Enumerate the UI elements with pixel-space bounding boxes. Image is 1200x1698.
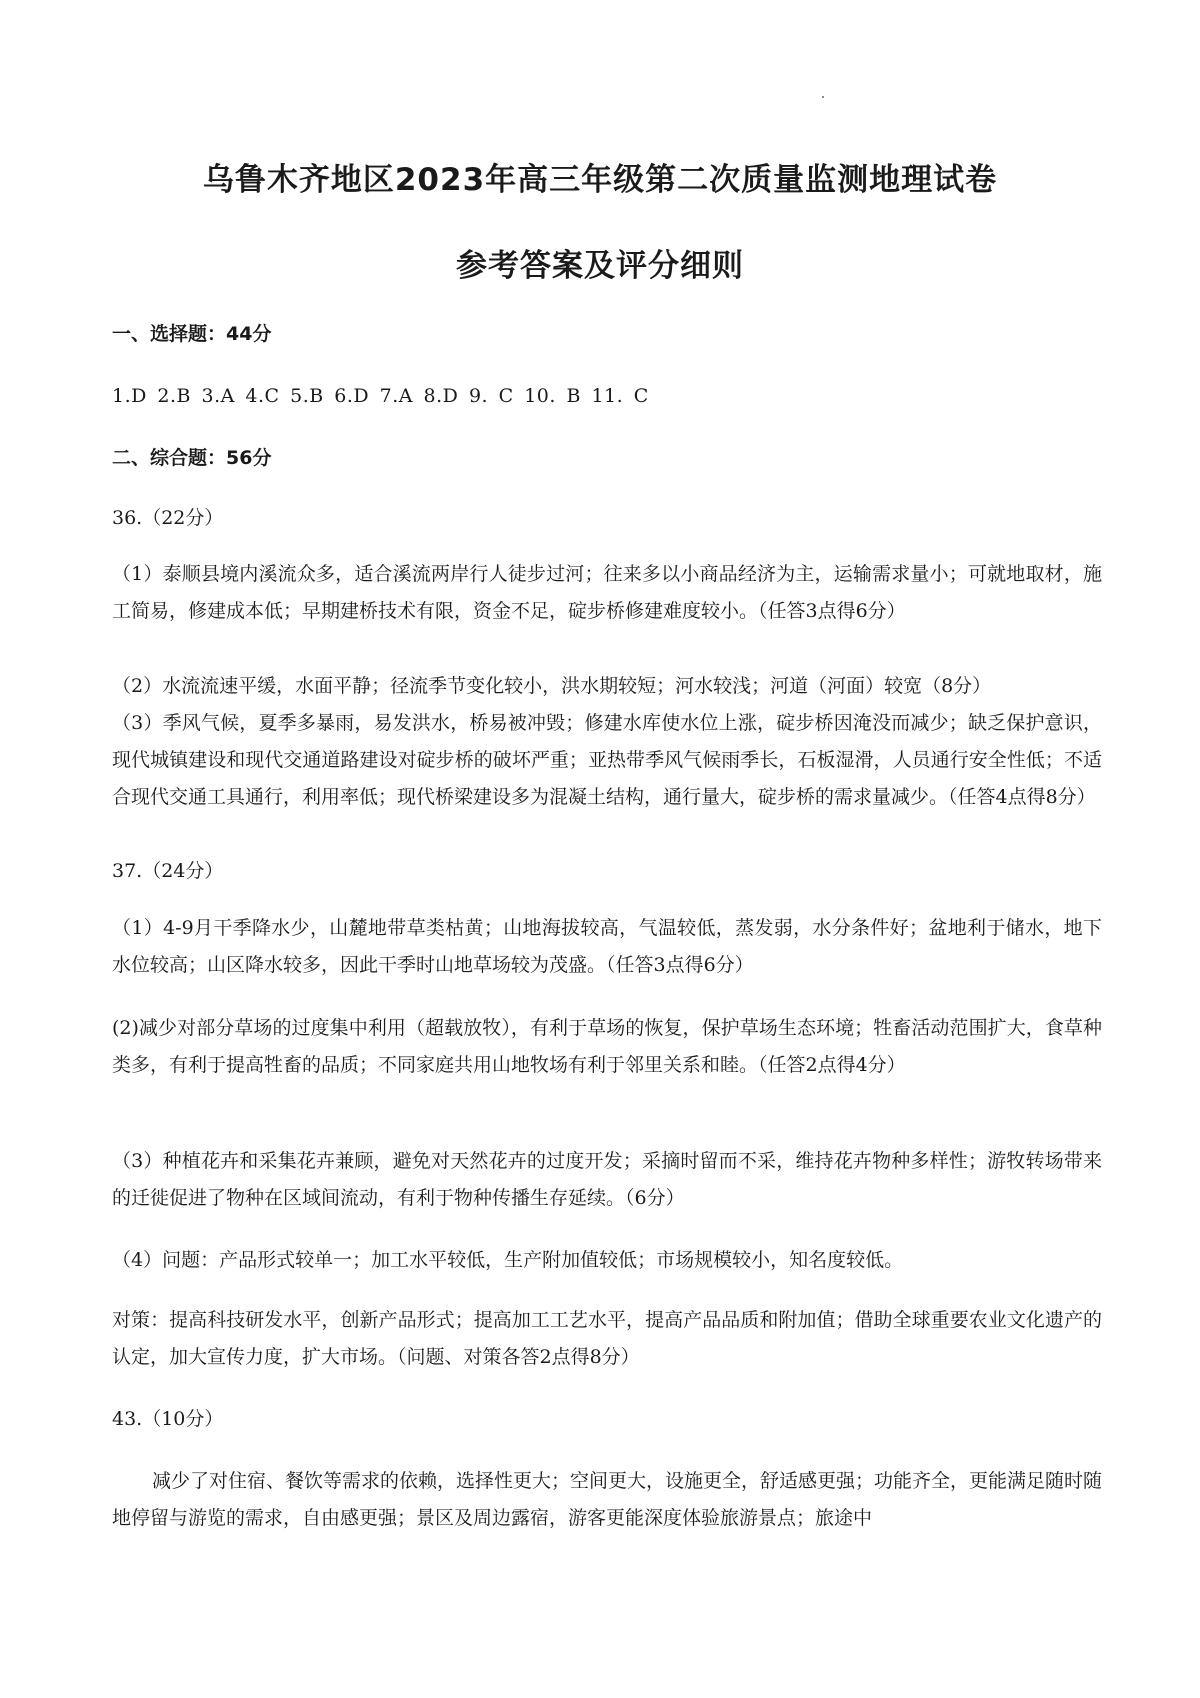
q37-countermeasures: 对策：提高科技研发水平，创新产品形式；提高加工工艺水平，提高产品品质和附加值；借助全球重要农业文化遗产的认定，加大宣传力度，扩大市场。（问题、对策各答2点得8分） [112, 1309, 1102, 1368]
q36-answer-2: （2）水流流速平缓，水面平静；径流季节变化较小，洪水期较短；河水较浅；河道（河面）较宽（8分） [112, 675, 992, 697]
q36-label: 36.（22分） [112, 507, 224, 529]
q43-answer: 减少了对住宿、餐饮等需求的依赖，选择性更大；空间更大，设施更全，舒适感更强；功能齐全，更能满足随时随地停留与游览的需求，自由感更强；景区及周边露宿，游客更能深度体验旅游景点；旅途中 [112, 1470, 1103, 1529]
exam-subtitle: 参考答案及评分细则 [456, 248, 744, 284]
q37-answer-4: （4）问题：产品形式较单一；加工水平较低，生产附加值较低；市场规模较小，知名度较低。 [112, 1249, 904, 1271]
q36-answer-1: （1）泰顺县境内溪流众多，适合溪流两岸行人徒步过河；往来多以小商品经济为主，运输需求量小；可就地取材，施工简易，修建成本低；早期建桥技术有限，资金不足，碇步桥修建难度较小。（任答3点得6分） [112, 563, 1102, 622]
multiple-choice-answers: 1.D 2.B 3.A 4.C 5.B 6.D 7.A 8.D 9. C 10. B 11. C [112, 385, 649, 407]
section2-heading: 二、综合题：56分 [112, 447, 272, 469]
scan-speck [822, 96, 824, 98]
exam-title: 乌鲁木齐地区2023年高三年级第二次质量监测地理试卷 [202, 162, 998, 198]
q37-answer-3: （3）种植花卉和采集花卉兼顾，避免对天然花卉的过度开发；采摘时留而不采，维持花卉物种多样性；游牧转场带来的迁徙促进了物种在区域间流动，有利于物种传播生存延续。（6分） [112, 1150, 1102, 1209]
q36-answer-3: （3）季风气候，夏季多暴雨，易发洪水，桥易被冲毁；修建水库使水位上涨，碇步桥因淹没而减少；缺乏保护意识，现代城镇建设和现代交通道路建设对碇步桥的破坏严重；亚热带季风气候雨季长，石板湿滑，人员通行安全性低；不适合现代交通工具通行，利用率低；现代桥梁建设多为混凝土结构，通行量大，碇步桥的需求量减少。（任答4点得8分） [112, 712, 1102, 808]
q37-answer-1: （1）4-9月干季降水少，山麓地带草类枯黄；山地海拔较高，气温较低，蒸发弱，水分条件好；盆地利于储水，地下水位较高；山区降水较多，因此干季时山地草场较为茂盛。（任答3点得6分） [112, 917, 1102, 976]
q43-label: 43.（10分） [112, 1408, 224, 1430]
q37-answer-2: (2)减少对部分草场的过度集中利用（超载放牧），有利于草场的恢复，保护草场生态环境；牲畜活动范围扩大，食草种类多，有利于提高牲畜的品质；不同家庭共用山地牧场有利于邻里关系和睦。（任答2点得4分） [112, 1017, 1102, 1076]
section1-heading: 一、选择题：44分 [112, 323, 272, 345]
q37-label: 37.（24分） [112, 860, 224, 882]
